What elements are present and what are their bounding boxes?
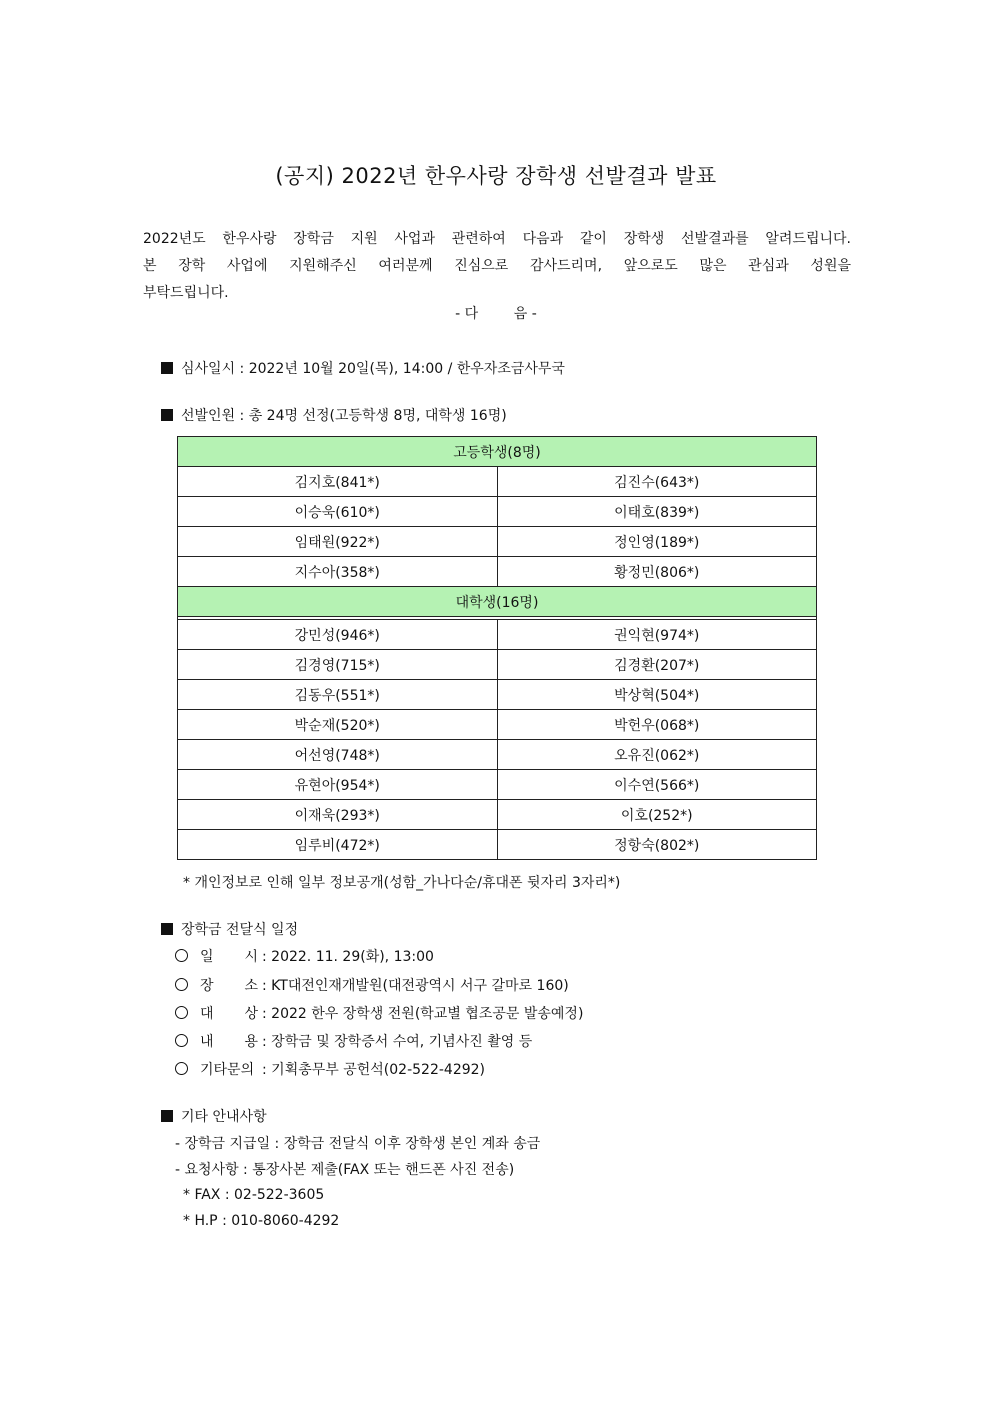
fax-line: * FAX : 02-522-3605 — [183, 1187, 325, 1203]
review-schedule-text: 심사일시 : 2022년 10월 20일(목), 14:00 / 한우자조금사무국 — [181, 361, 565, 377]
label-char: 상 — [244, 1006, 258, 1022]
square-bullet-icon — [161, 409, 173, 421]
table-cell: 김지호(841*) — [178, 467, 498, 497]
ceremony-contact-label: 기타문의 — [200, 1062, 255, 1078]
table-row — [178, 830, 817, 860]
circle-bullet-icon — [175, 1006, 188, 1019]
ceremony-date — [175, 946, 434, 966]
table-header-row — [178, 437, 817, 467]
selection-count — [161, 405, 507, 425]
table-row — [178, 497, 817, 527]
scholar-table — [177, 436, 817, 860]
table-cell: 정인영(189*) — [497, 527, 817, 557]
ceremony-target-value: : 2022 한우 장학생 전원(학교별 협조공문 발송예정) — [262, 1006, 584, 1022]
table-row — [178, 710, 817, 740]
table-cell: 김경환(207*) — [497, 650, 817, 680]
table-row — [178, 770, 817, 800]
table-cell: 박순재(520*) — [178, 710, 498, 740]
intro-line-3: 부탁드립니다. — [143, 285, 229, 301]
dahm-divider: - 다 음 - — [455, 306, 537, 322]
table-cell: 강민성(946*) — [178, 620, 498, 650]
table-cell: 오유진(062*) — [497, 740, 817, 770]
other-heading-text: 기타 안내사항 — [181, 1109, 267, 1125]
label-char: 대 — [200, 1006, 214, 1022]
ceremony-heading — [161, 919, 298, 939]
ceremony-place — [175, 975, 569, 995]
ceremony-target — [175, 1003, 583, 1023]
intro-line-1: 2022년도 한우사랑 장학금 지원 사업과 관련하여 다음과 같이 장학생 선발결과를 알려드립니다. — [143, 231, 851, 247]
ceremony-contact-value: : 기획총무부 공헌석(02-522-4292) — [262, 1062, 486, 1078]
other-heading — [161, 1106, 267, 1126]
table-cell: 이태호(839*) — [497, 497, 817, 527]
table-row — [178, 527, 817, 557]
ceremony-contact — [175, 1059, 485, 1079]
privacy-note: * 개인정보로 인해 일부 정보공개(성함_가나다순/휴대폰 뒷자리 3자리*) — [183, 875, 621, 891]
label-char: 용 — [244, 1034, 258, 1050]
ceremony-date-value: : 2022. 11. 29(화), 13:00 — [262, 949, 434, 965]
ceremony-content-value: : 장학금 및 장학증서 수여, 기념사진 촬영 등 — [262, 1034, 533, 1050]
pay-date-line: - 장학금 지급일 : 장학금 전달식 이후 장학생 본인 계좌 송금 — [175, 1136, 541, 1152]
table-row — [178, 680, 817, 710]
circle-bullet-icon — [175, 1062, 188, 1075]
table-cell: 이수연(566*) — [497, 770, 817, 800]
selection-count-text: 선발인원 : 총 24명 선정(고등학생 8명, 대학생 16명) — [181, 408, 507, 424]
table-cell: 임루비(472*) — [178, 830, 498, 860]
request-line: - 요청사항 : 통장사본 제출(FAX 또는 핸드폰 사진 전송) — [175, 1162, 515, 1178]
table-cell: 유현아(954*) — [178, 770, 498, 800]
table-cell: 박상혁(504*) — [497, 680, 817, 710]
page-title: (공지) 2022년 한우사랑 장학생 선발결과 발표 — [275, 164, 717, 188]
table-cell: 김동우(551*) — [178, 680, 498, 710]
circle-bullet-icon — [175, 978, 188, 991]
table-row — [178, 740, 817, 770]
table-row — [178, 467, 817, 497]
table-cell: 이호(252*) — [497, 800, 817, 830]
label-char: 내 — [200, 1034, 214, 1050]
ceremony-content — [175, 1031, 532, 1051]
intro-paragraph — [143, 226, 851, 307]
ceremony-heading-text: 장학금 전달식 일정 — [181, 922, 299, 938]
intro-line-2: 본 장학 사업에 지원해주신 여러분께 진심으로 감사드리며, 앞으로도 많은 관심과 성원을 — [143, 258, 851, 274]
table-cell: 이승욱(610*) — [178, 497, 498, 527]
table-cell: 박헌우(068*) — [497, 710, 817, 740]
table-cell: 권익현(974*) — [497, 620, 817, 650]
table-row — [178, 800, 817, 830]
label-char: 일 — [200, 949, 214, 965]
table-row — [178, 620, 817, 650]
hp-line: * H.P : 010-8060-4292 — [183, 1213, 340, 1229]
square-bullet-icon — [161, 362, 173, 374]
table-cell: 임태원(922*) — [178, 527, 498, 557]
circle-bullet-icon — [175, 1034, 188, 1047]
table-header-row — [178, 587, 817, 617]
high-school-header: 고등학생(8명) — [178, 437, 817, 467]
label-char: 시 — [244, 949, 258, 965]
table-cell: 지수아(358*) — [178, 557, 498, 587]
table-cell: 김진수(643*) — [497, 467, 817, 497]
table-cell: 김경영(715*) — [178, 650, 498, 680]
square-bullet-icon — [161, 923, 173, 935]
table-row — [178, 557, 817, 587]
university-header: 대학생(16명) — [178, 587, 817, 617]
ceremony-place-value: : KT대전인재개발원(대전광역시 서구 갈마로 160) — [262, 978, 569, 994]
square-bullet-icon — [161, 1110, 173, 1122]
label-char: 장 — [200, 978, 214, 994]
table-cell: 정항숙(802*) — [497, 830, 817, 860]
table-row — [178, 650, 817, 680]
label-char: 소 — [244, 978, 258, 994]
table-cell: 어선영(748*) — [178, 740, 498, 770]
table-cell: 이재욱(293*) — [178, 800, 498, 830]
circle-bullet-icon — [175, 949, 188, 962]
table-cell: 황정민(806*) — [497, 557, 817, 587]
review-schedule — [161, 358, 565, 378]
